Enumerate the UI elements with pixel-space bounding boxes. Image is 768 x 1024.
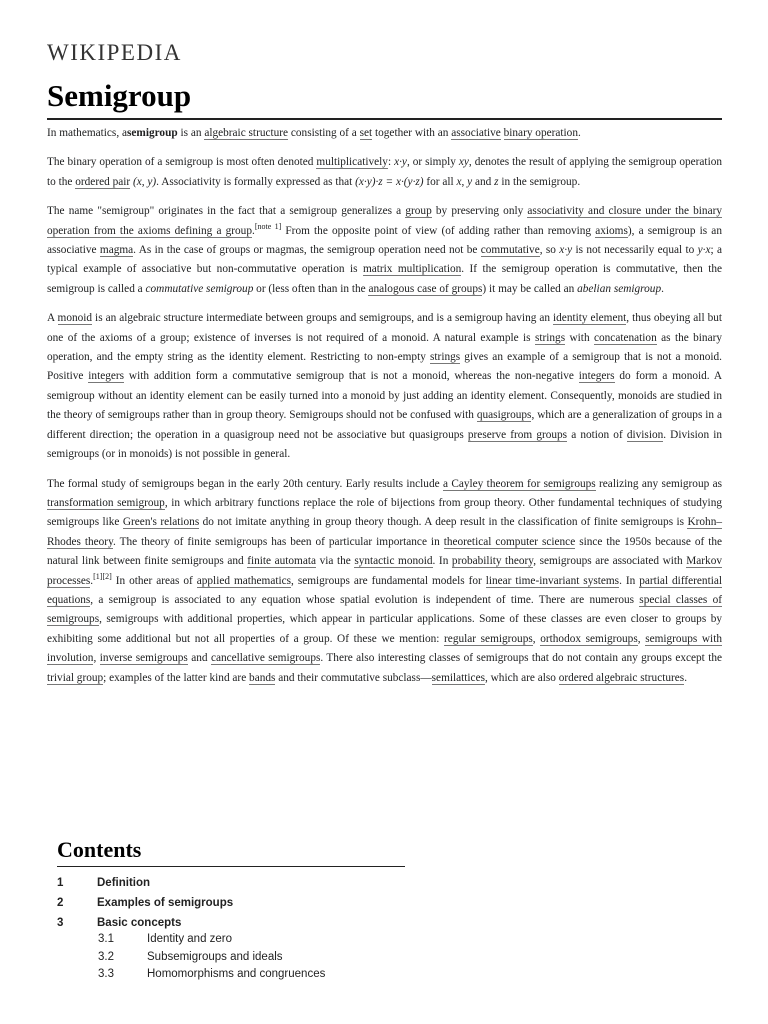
link-greens-relations[interactable]: Green's relations xyxy=(122,516,200,529)
link-bands[interactable]: bands xyxy=(249,671,276,684)
toc-item-definition[interactable] xyxy=(57,875,405,891)
link-preserve-from-groups[interactable]: preserve from groups xyxy=(467,428,568,441)
math-y: y xyxy=(467,175,473,188)
link-probability-theory[interactable]: probability theory xyxy=(451,555,534,568)
paragraph-monoid: A monoid is an algebraic structure intermediate between groups and semigroups, and is a semigroup having an identity element, thus obeying all but one of the axioms of a group; existence of inverses is not required of a monoid. A natural example is strings with concatenation as the binary operation, and the empty string as the identity element. Restricting to non-empty strings gives an example of a semigroup that is not a monoid. Positive integers with addition form a commutative semigroup that is not a monoid, whereas the non-negative integers do form a monoid. A semigroup without an identity element can be easily turned into a monoid by just adding an identity element. Consequently, monoids are studied in the theory of semigroups rather than in group theory. Semigroups should not be confused with quasigroups, which are a generalization of groups in a different direction; the operation in a quasigroup need not be associative but quasigroups preserve from groups a notion of division. Division in semigroups (or in monoids) is not possible in general. xyxy=(47,312,723,461)
toc-subitem-subsemigroups-and-ideals[interactable] xyxy=(57,949,405,967)
link-inverse-semigroups[interactable]: inverse semigroups xyxy=(99,652,188,665)
math-x-dot-y: x·y xyxy=(559,244,573,257)
link-markov-processes[interactable]: Markov processes xyxy=(47,555,722,587)
math-associativity: (x·y)·z = x·(y·z) xyxy=(355,175,424,188)
link-identity-element[interactable]: identity element xyxy=(553,312,627,325)
term-semigroup: semigroup xyxy=(127,127,178,139)
link-associative[interactable]: associative xyxy=(451,127,501,139)
link-semilattices[interactable]: semilattices xyxy=(431,671,485,684)
link-strings[interactable]: strings xyxy=(534,331,566,344)
math-x: x xyxy=(456,175,462,188)
link-trivial-group[interactable]: trivial group xyxy=(47,671,104,684)
paragraph-notation: The binary operation of a semigroup is most often denoted multiplicatively: x·y, or simply xy, denotes the result of applying the semigroup operation to the ordered pair (x, y). Associativity is formally expressed as that (x·y)·z = x·(y·z) for all x, y and z in the semigroup. xyxy=(47,156,723,188)
citation-references[interactable]: [1][2] xyxy=(93,571,112,581)
toc-label: Homomorphisms and congruences xyxy=(147,968,326,980)
paragraph-name: The name "semigroup" originates in the fact that a semigroup generalizes a group by preserving only associativity and closure under the binary operation from the axioms defining a group.[note 1] From the opposite point of view (of adding rather than removing axioms), a semigroup is an associative magma. As in the case of groups or magmas, the semigroup operation need not be commutative, so x·y is not necessarily equal to y·x; a typical example of associative but non-commutative operation is matrix multiplication. If the semigroup operation is commutative, then the semigroup is called a commutative semigroup or (less often than in the analogous case of groups) it may be called an abelian semigroup. xyxy=(47,205,722,295)
term-abelian-semigroup: abelian semigroup xyxy=(577,282,662,295)
link-axioms[interactable]: axioms xyxy=(595,224,628,237)
toc-label: Definition xyxy=(97,877,151,889)
link-multiplicatively[interactable]: multiplicatively xyxy=(316,156,388,169)
paragraph-intro: In mathematics, asemigroup is an algebraic structure consisting of a set together with an associative binary operation. xyxy=(47,127,581,139)
link-set[interactable]: set xyxy=(359,127,373,139)
toc-label: Basic concepts xyxy=(97,917,182,929)
link-integers-2[interactable]: integers xyxy=(578,370,615,383)
toc-number: 3.3 xyxy=(98,968,114,980)
link-strings-2[interactable]: strings xyxy=(430,351,461,364)
link-associativity-closure[interactable]: associativity and closure under the binary operation from the axioms defining a group xyxy=(47,205,722,237)
toc-number: 2 xyxy=(57,897,64,909)
link-concatenation[interactable]: concatenation xyxy=(594,331,657,344)
toc-number: 3.1 xyxy=(98,933,114,945)
link-quasigroups[interactable]: quasigroups xyxy=(476,409,532,422)
article-body xyxy=(47,124,722,698)
page-title: Semigroup xyxy=(47,76,722,120)
link-theoretical-computer-science[interactable]: theoretical computer science xyxy=(443,535,576,548)
wikipedia-logo[interactable]: WIKIPEDIA xyxy=(47,40,182,65)
toc-number: 1 xyxy=(57,877,64,889)
link-special-classes-of-semigroups[interactable]: special classes of semigroups xyxy=(47,593,722,626)
toc-subitem-identity-and-zero[interactable] xyxy=(57,931,405,949)
toc-label: Examples of semigroups xyxy=(97,897,234,909)
toc-item-examples[interactable] xyxy=(57,895,405,911)
link-commutative[interactable]: commutative xyxy=(480,244,540,257)
link-group[interactable]: group xyxy=(405,205,432,218)
math-y-dot-x: y·x xyxy=(697,244,711,257)
link-ordered-pair[interactable]: ordered pair xyxy=(75,175,131,188)
link-transformation-semigroup[interactable]: transformation semigroup xyxy=(47,496,165,509)
link-matrix-multiplication[interactable]: matrix multiplication xyxy=(362,263,462,276)
link-semigroups-with-involution[interactable]: semigroups with involution xyxy=(47,632,722,665)
link-ordered-algebraic-structures[interactable]: ordered algebraic structures xyxy=(558,671,685,684)
table-of-contents xyxy=(57,836,405,984)
link-binary-operation[interactable]: binary operation xyxy=(503,127,578,139)
toc-subitem-homomorphisms[interactable] xyxy=(57,966,405,984)
link-magma[interactable]: magma xyxy=(99,244,134,257)
link-cancellative-semigroups[interactable]: cancellative semigroups xyxy=(210,652,321,665)
toc-item-basic-concepts[interactable] xyxy=(57,915,405,931)
toc-label: Identity and zero xyxy=(147,933,233,945)
link-cayley-theorem[interactable]: a Cayley theorem for semigroups xyxy=(442,477,596,490)
link-division[interactable]: division xyxy=(626,428,664,441)
toc-title: Contents xyxy=(57,836,405,867)
link-algebraic-structure[interactable]: algebraic structure xyxy=(204,127,289,139)
math-x-dot-y: x·y xyxy=(394,156,407,169)
link-partial-differential-equations[interactable]: partial differential equations xyxy=(47,574,723,606)
link-orthodox-semigroups[interactable]: orthodox semigroups xyxy=(540,632,638,645)
note-1-reference[interactable]: [note 1] xyxy=(254,221,282,231)
link-monoid[interactable]: monoid xyxy=(57,312,93,325)
paragraph-history: The formal study of semigroups began in the early 20th century. Early results include a Cayley theorem for semigroups realizing any semigroup as transformation semigroup, in which arbitrary functions replace the role of bijections from group theory. Other fundamental techniques of studying semigroups like Green's relations do not imitate anything in group theory though. A deep result in the classification of finite semigroups is Krohn–Rhodes theory. The theory of finite semigroups has been of particular importance in theoretical computer science since the 1950s because of the natural link between finite semigroups and finite automata via the syntactic monoid. In probability theory, semigroups are associated with Markov processes.[1][2] In other areas of applied mathematics, semigroups are fundamental models for linear time-invariant systems. In partial differential equations, a semigroup is associated to any equation whose spatial evolution is independent of time. There are numerous special classes of semigroups, semigroups with additional properties, which appear in particular applications. Some of these classes are even closer to groups by exhibiting some additional but not all properties of a group. Of these we mention: regular semigroups, orthodox semigroups, semigroups with involution, inverse semigroups and cancellative semigroups. There also interesting classes of semigroups that do not contain any groups except the trivial group; examples of the latter kind are bands and their commutative subclass—semilattices, which are also ordered algebraic structures. xyxy=(47,477,723,684)
link-regular-semigroups[interactable]: regular semigroups xyxy=(444,632,533,645)
toc-label: Subsemigroups and ideals xyxy=(147,950,283,963)
link-syntactic-monoid[interactable]: syntactic monoid xyxy=(354,555,433,568)
link-krohn-rhodes-theory[interactable]: Krohn–Rhodes theory xyxy=(47,516,722,548)
math-pair: (x, y) xyxy=(132,175,157,188)
link-linear-time-invariant-systems[interactable]: linear time-invariant systems xyxy=(485,574,620,587)
toc-number: 3 xyxy=(57,917,64,929)
link-finite-automata[interactable]: finite automata xyxy=(247,555,317,568)
toc-number: 3.2 xyxy=(98,950,114,963)
term-commutative-semigroup: commutative semigroup xyxy=(145,282,254,295)
math-z: z xyxy=(494,175,499,188)
link-integers[interactable]: integers xyxy=(88,370,125,383)
link-applied-mathematics[interactable]: applied mathematics xyxy=(196,574,292,587)
link-analogous-case-of-groups[interactable]: analogous case of groups xyxy=(368,282,483,295)
math-xy: xy xyxy=(458,156,469,169)
